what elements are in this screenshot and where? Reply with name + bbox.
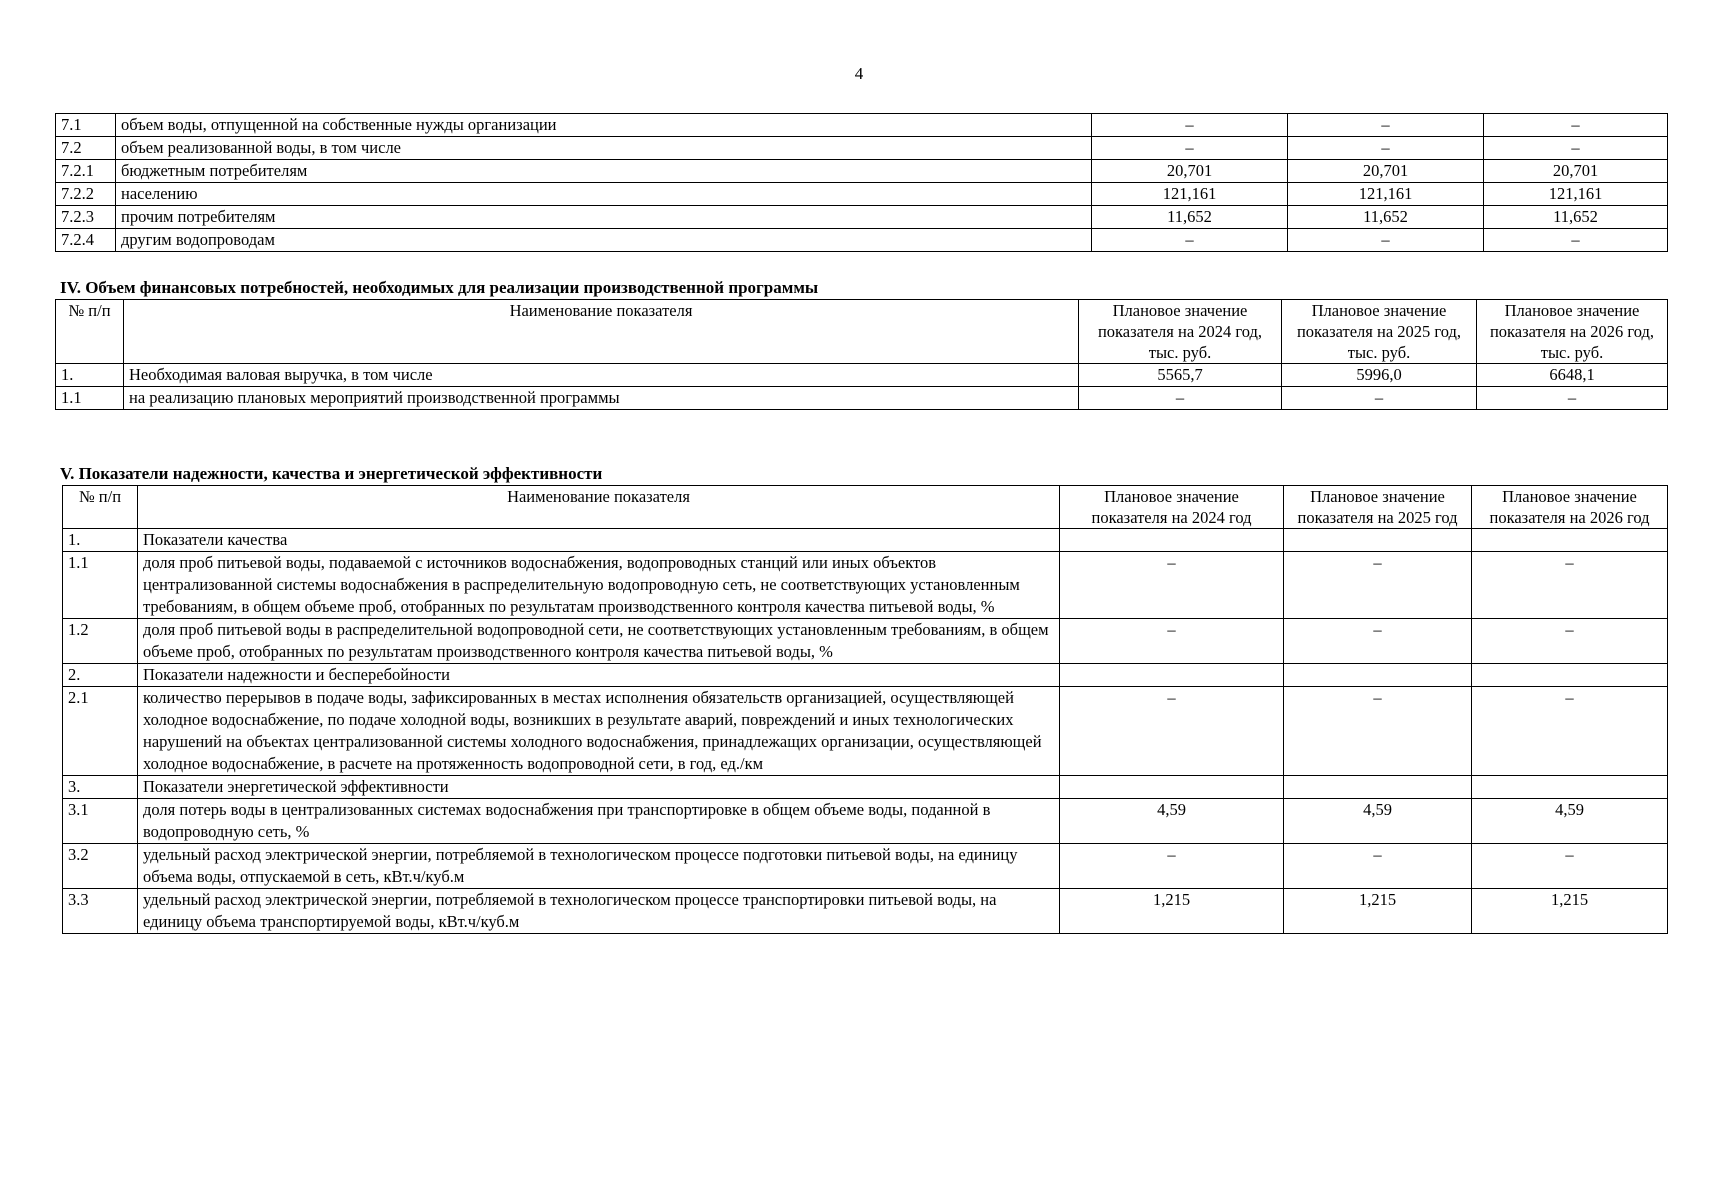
row-name: удельный расход электрической энергии, потребляемой в технологическом процессе транспортировки питьевой воды, на единицу объема транспортируемой воды, кВт.ч/куб.м (138, 889, 1060, 934)
row-name: Показатели надежности и бесперебойности (138, 664, 1060, 687)
value-2024 (1060, 776, 1284, 799)
row-name: доля потерь воды в централизованных системах водоснабжения при транспортировке в общем объеме воды, поданной в водопроводную сеть, % (138, 799, 1060, 844)
table-row (63, 529, 1668, 552)
value-2025 (1284, 664, 1472, 687)
row-number: 7.2.1 (56, 160, 116, 183)
row-number: 1.2 (63, 619, 138, 664)
value-2024: 20,701 (1092, 160, 1288, 183)
header-2025: Плановое значение показателя на 2025 год (1284, 486, 1472, 529)
value-2024: – (1092, 229, 1288, 252)
header-name: Наименование показателя (124, 300, 1079, 364)
row-name: Показатели энергетической эффективности (138, 776, 1060, 799)
row-name: Необходимая валовая выручка, в том числе (124, 364, 1079, 387)
header-2025: Плановое значение показателя на 2025 год, тыс. руб. (1282, 300, 1477, 364)
value-2024: 11,652 (1092, 206, 1288, 229)
value-2026: 4,59 (1472, 799, 1668, 844)
row-number: 3. (63, 776, 138, 799)
value-2026: 6648,1 (1477, 364, 1668, 387)
row-number: 2. (63, 664, 138, 687)
value-2026: 20,701 (1484, 160, 1668, 183)
value-2025 (1284, 776, 1472, 799)
value-2026: – (1484, 229, 1668, 252)
value-2024 (1060, 664, 1284, 687)
row-number: 7.2.4 (56, 229, 116, 252)
header-number: № п/п (63, 486, 138, 529)
row-number: 3.1 (63, 799, 138, 844)
value-2025 (1284, 529, 1472, 552)
row-name: населению (116, 183, 1092, 206)
value-2025: – (1284, 619, 1472, 664)
table-row (63, 799, 1668, 844)
value-2024: – (1060, 844, 1284, 889)
row-name: объем реализованной воды, в том числе (116, 137, 1092, 160)
row-number: 3.2 (63, 844, 138, 889)
value-2026: – (1472, 687, 1668, 776)
value-2024: – (1060, 552, 1284, 619)
value-2026: 1,215 (1472, 889, 1668, 934)
header-name: Наименование показателя (138, 486, 1060, 529)
value-2026: – (1477, 387, 1668, 410)
value-2024: 5565,7 (1079, 364, 1282, 387)
header-row (63, 486, 1668, 529)
row-name: другим водопроводам (116, 229, 1092, 252)
value-2025: 5996,0 (1282, 364, 1477, 387)
value-2024: 1,215 (1060, 889, 1284, 934)
value-2026: – (1472, 844, 1668, 889)
row-name: доля проб питьевой воды в распределительной водопроводной сети, не соответствующих установленным требованиям, в общем объеме проб, отобранных по результатам производственного контроля качества питьевой воды, % (138, 619, 1060, 664)
section-5-title: V. Показатели надежности, качества и энергетической эффективности (60, 464, 603, 483)
financial-needs-table (55, 299, 1668, 410)
value-2024: – (1079, 387, 1282, 410)
table-row (63, 619, 1668, 664)
value-2024: – (1060, 619, 1284, 664)
value-2024: – (1060, 687, 1284, 776)
row-number: 7.1 (56, 114, 116, 137)
reliability-quality-table (62, 485, 1668, 934)
value-2025: 121,161 (1288, 183, 1484, 206)
row-number: 7.2.3 (56, 206, 116, 229)
value-2025: – (1284, 844, 1472, 889)
header-2024: Плановое значение показателя на 2024 год, тыс. руб. (1079, 300, 1282, 364)
table-row (56, 114, 1668, 137)
table-row (56, 183, 1668, 206)
value-2025: – (1282, 387, 1477, 410)
value-2026 (1472, 776, 1668, 799)
table-row (56, 387, 1668, 410)
value-2026: 11,652 (1484, 206, 1668, 229)
row-number: 3.3 (63, 889, 138, 934)
row-name: удельный расход электрической энергии, потребляемой в технологическом процессе подготовки питьевой воды, на единицу объема воды, отпускаемой в сеть, кВт.ч/куб.м (138, 844, 1060, 889)
value-2026: – (1472, 619, 1668, 664)
row-number: 1. (56, 364, 124, 387)
table-row (63, 687, 1668, 776)
value-2025: 1,215 (1284, 889, 1472, 934)
value-2026: – (1472, 552, 1668, 619)
value-2024: – (1092, 137, 1288, 160)
header-row (56, 300, 1668, 364)
row-number: 7.2 (56, 137, 116, 160)
value-2026 (1472, 529, 1668, 552)
row-name: доля проб питьевой воды, подаваемой с источников водоснабжения, водопроводных станций или иных объектов централизованной системы водоснабжения в распределительную водопроводную сеть, не соответствующих установленным требованиям, в общем объеме проб, отобранных по результатам производственного контроля качества питьевой воды, % (138, 552, 1060, 619)
table-row (56, 364, 1668, 387)
row-number: 2.1 (63, 687, 138, 776)
table-row (63, 664, 1668, 687)
row-name: количество перерывов в подаче воды, зафиксированных в местах исполнения обязательств организацией, осуществляющей холодное водоснабжение, по подаче холодной воды, возникших в результате аварий, повреждений и иных технологических нарушений на объектах централизованной системы холодного водоснабжения, принадлежащих организации, осуществляющей холодное водоснабжение, в расчете на протяженность водопроводной сети, в год, ед./км (138, 687, 1060, 776)
value-2024 (1060, 529, 1284, 552)
value-2024: 121,161 (1092, 183, 1288, 206)
row-number: 7.2.2 (56, 183, 116, 206)
water-volume-table (55, 113, 1668, 252)
page-number: 4 (854, 64, 864, 83)
value-2024: 4,59 (1060, 799, 1284, 844)
row-name: на реализацию плановых мероприятий производственной программы (124, 387, 1079, 410)
section-4-title: IV. Объем финансовых потребностей, необходимых для реализации производственной программы (60, 278, 819, 297)
table-row (63, 844, 1668, 889)
row-number: 1.1 (63, 552, 138, 619)
table-row (63, 776, 1668, 799)
value-2026: 121,161 (1484, 183, 1668, 206)
value-2025: – (1284, 552, 1472, 619)
value-2025: 20,701 (1288, 160, 1484, 183)
value-2024: – (1092, 114, 1288, 137)
table-row (63, 552, 1668, 619)
value-2026: – (1484, 114, 1668, 137)
header-number: № п/п (56, 300, 124, 364)
value-2025: 11,652 (1288, 206, 1484, 229)
value-2026 (1472, 664, 1668, 687)
table-row (56, 160, 1668, 183)
value-2025: – (1288, 114, 1484, 137)
row-number: 1.1 (56, 387, 124, 410)
table-row (63, 889, 1668, 934)
row-number: 1. (63, 529, 138, 552)
row-name: Показатели качества (138, 529, 1060, 552)
header-2026: Плановое значение показателя на 2026 год (1472, 486, 1668, 529)
table-row (56, 137, 1668, 160)
value-2026: – (1484, 137, 1668, 160)
row-name: прочим потребителям (116, 206, 1092, 229)
row-name: бюджетным потребителям (116, 160, 1092, 183)
value-2025: – (1288, 137, 1484, 160)
row-name: объем воды, отпущенной на собственные нужды организации (116, 114, 1092, 137)
table-row (56, 206, 1668, 229)
header-2024: Плановое значение показателя на 2024 год (1060, 486, 1284, 529)
header-2026: Плановое значение показателя на 2026 год, тыс. руб. (1477, 300, 1668, 364)
value-2025: – (1284, 687, 1472, 776)
value-2025: 4,59 (1284, 799, 1472, 844)
table-row (56, 229, 1668, 252)
value-2025: – (1288, 229, 1484, 252)
